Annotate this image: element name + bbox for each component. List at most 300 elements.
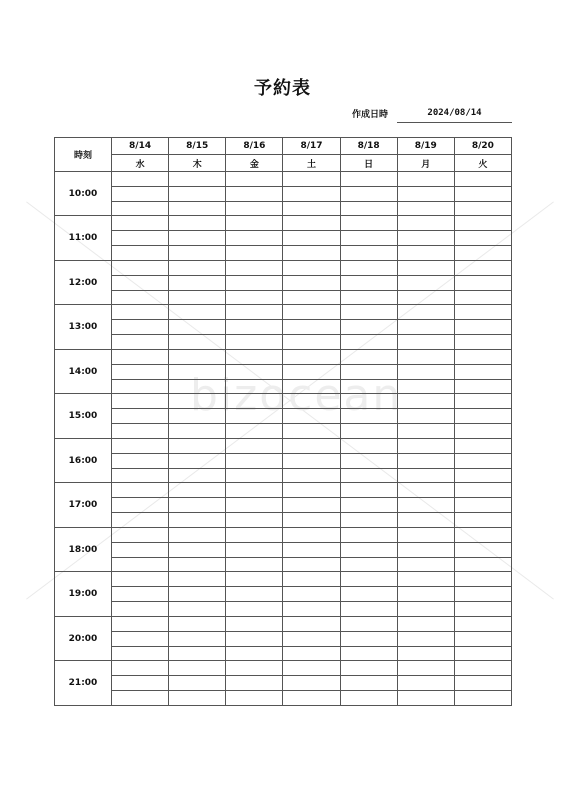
reservation-cell[interactable]	[397, 483, 454, 498]
date-header-6: 8/20	[454, 138, 511, 155]
table-row	[55, 468, 512, 483]
reservation-cell[interactable]	[283, 409, 340, 424]
reservation-cell[interactable]	[226, 186, 283, 201]
reservation-cell[interactable]	[226, 513, 283, 528]
reservation-table	[54, 137, 512, 706]
reservation-cell[interactable]	[112, 587, 169, 602]
reservation-cell[interactable]	[397, 498, 454, 513]
reservation-cell[interactable]	[112, 661, 169, 676]
reservation-cell[interactable]	[454, 587, 511, 602]
reservation-cell[interactable]	[112, 260, 169, 275]
reservation-cell[interactable]	[283, 275, 340, 290]
reservation-cell[interactable]	[454, 201, 511, 216]
reservation-cell[interactable]	[226, 335, 283, 350]
reservation-cell[interactable]	[397, 631, 454, 646]
reservation-cell[interactable]	[169, 246, 226, 261]
reservation-cell[interactable]	[397, 646, 454, 661]
reservation-cell[interactable]	[454, 513, 511, 528]
reservation-cell[interactable]	[340, 468, 397, 483]
reservation-cell[interactable]	[454, 349, 511, 364]
time-column-header: 時刻	[55, 138, 112, 172]
reservation-cell[interactable]	[397, 616, 454, 631]
reservation-cell[interactable]	[283, 602, 340, 617]
reservation-cell[interactable]	[169, 646, 226, 661]
reservation-cell[interactable]	[226, 483, 283, 498]
reservation-cell[interactable]	[397, 320, 454, 335]
reservation-cell[interactable]	[454, 646, 511, 661]
reservation-cell[interactable]	[283, 483, 340, 498]
reservation-cell[interactable]	[226, 676, 283, 691]
reservation-cell[interactable]	[169, 186, 226, 201]
reservation-cell[interactable]	[454, 320, 511, 335]
reservation-cell[interactable]	[397, 513, 454, 528]
reservation-cell[interactable]	[226, 260, 283, 275]
reservation-cell[interactable]	[226, 661, 283, 676]
date-header-1: 8/15	[169, 138, 226, 155]
reservation-cell[interactable]	[454, 424, 511, 439]
reservation-cell[interactable]	[226, 631, 283, 646]
reservation-cell[interactable]	[169, 409, 226, 424]
reservation-cell[interactable]	[454, 572, 511, 587]
reservation-cell[interactable]	[169, 587, 226, 602]
reservation-cell[interactable]	[112, 676, 169, 691]
reservation-cell[interactable]	[454, 290, 511, 305]
reservation-cell[interactable]	[226, 572, 283, 587]
reservation-cell[interactable]	[112, 498, 169, 513]
reservation-cell[interactable]	[283, 631, 340, 646]
reservation-cell[interactable]	[454, 616, 511, 631]
reservation-cell[interactable]	[283, 335, 340, 350]
reservation-cell[interactable]	[283, 557, 340, 572]
table-row	[55, 453, 512, 468]
reservation-cell[interactable]	[454, 676, 511, 691]
reservation-cell[interactable]	[283, 587, 340, 602]
reservation-cell[interactable]	[340, 690, 397, 705]
reservation-cell[interactable]	[112, 468, 169, 483]
reservation-cell[interactable]	[226, 498, 283, 513]
reservation-cell[interactable]	[169, 260, 226, 275]
table-row	[55, 631, 512, 646]
time-label: 19:00	[55, 572, 112, 616]
date-header-3: 8/17	[283, 138, 340, 155]
reservation-cell[interactable]	[226, 305, 283, 320]
time-label: 20:00	[55, 616, 112, 660]
reservation-cell[interactable]	[112, 186, 169, 201]
reservation-cell[interactable]	[283, 468, 340, 483]
reservation-cell[interactable]	[226, 246, 283, 261]
reservation-cell[interactable]	[169, 424, 226, 439]
reservation-cell[interactable]	[226, 424, 283, 439]
table-row	[55, 349, 512, 364]
table-row	[55, 409, 512, 424]
reservation-cell[interactable]	[397, 690, 454, 705]
date-header-5: 8/19	[397, 138, 454, 155]
table-row	[55, 290, 512, 305]
page-title: 予約表	[254, 78, 311, 99]
reservation-cell[interactable]	[397, 557, 454, 572]
reservation-cell[interactable]	[454, 231, 511, 246]
reservation-cell[interactable]	[112, 527, 169, 542]
reservation-cell[interactable]	[226, 646, 283, 661]
table-row	[55, 260, 512, 275]
reservation-cell[interactable]	[397, 260, 454, 275]
reservation-cell[interactable]	[340, 349, 397, 364]
reservation-cell[interactable]	[454, 438, 511, 453]
reservation-cell[interactable]	[397, 201, 454, 216]
reservation-cell[interactable]	[169, 676, 226, 691]
reservation-cell[interactable]	[397, 186, 454, 201]
reservation-cell[interactable]	[112, 631, 169, 646]
reservation-cell[interactable]	[397, 305, 454, 320]
reservation-cell[interactable]	[283, 305, 340, 320]
reservation-cell[interactable]	[226, 394, 283, 409]
reservation-cell[interactable]	[283, 690, 340, 705]
reservation-cell[interactable]	[340, 172, 397, 187]
reservation-cell[interactable]	[397, 572, 454, 587]
reservation-cell[interactable]	[340, 201, 397, 216]
reservation-cell[interactable]	[112, 379, 169, 394]
reservation-cell[interactable]	[397, 453, 454, 468]
reservation-cell[interactable]	[340, 527, 397, 542]
reservation-cell[interactable]	[169, 616, 226, 631]
reservation-cell[interactable]	[340, 631, 397, 646]
reservation-cell[interactable]	[169, 231, 226, 246]
reservation-cell[interactable]	[454, 275, 511, 290]
reservation-cell[interactable]	[283, 320, 340, 335]
reservation-cell[interactable]	[340, 557, 397, 572]
reservation-cell[interactable]	[226, 453, 283, 468]
reservation-cell[interactable]	[283, 542, 340, 557]
date-header-2: 8/16	[226, 138, 283, 155]
reservation-cell[interactable]	[340, 513, 397, 528]
reservation-cell[interactable]	[112, 320, 169, 335]
reservation-cell[interactable]	[397, 172, 454, 187]
reservation-cell[interactable]	[169, 275, 226, 290]
reservation-cell[interactable]	[169, 305, 226, 320]
reservation-cell[interactable]	[226, 349, 283, 364]
reservation-cell[interactable]	[112, 453, 169, 468]
reservation-cell[interactable]	[283, 527, 340, 542]
table-row	[55, 527, 512, 542]
reservation-cell[interactable]	[340, 676, 397, 691]
table-row	[55, 246, 512, 261]
reservation-cell[interactable]	[283, 438, 340, 453]
reservation-cell[interactable]	[454, 557, 511, 572]
reservation-cell[interactable]	[226, 587, 283, 602]
reservation-cell[interactable]	[340, 394, 397, 409]
reservation-cell[interactable]	[397, 275, 454, 290]
table-row	[55, 513, 512, 528]
reservation-cell[interactable]	[226, 364, 283, 379]
reservation-cell[interactable]	[112, 172, 169, 187]
reservation-cell[interactable]	[454, 216, 511, 231]
reservation-cell[interactable]	[397, 438, 454, 453]
reservation-cell[interactable]	[397, 379, 454, 394]
reservation-cell[interactable]	[226, 438, 283, 453]
reservation-cell[interactable]	[169, 527, 226, 542]
created-date-label: 作成日時	[352, 110, 389, 120]
reservation-cell[interactable]	[283, 231, 340, 246]
reservation-cell[interactable]	[169, 453, 226, 468]
reservation-cell[interactable]	[226, 616, 283, 631]
reservation-cell[interactable]	[226, 172, 283, 187]
reservation-cell[interactable]	[226, 409, 283, 424]
reservation-cell[interactable]	[226, 275, 283, 290]
date-header-0: 8/14	[112, 138, 169, 155]
time-label: 15:00	[55, 394, 112, 438]
reservation-cell[interactable]	[283, 498, 340, 513]
reservation-cell[interactable]	[169, 468, 226, 483]
reservation-cell[interactable]	[283, 290, 340, 305]
reservation-cell[interactable]	[112, 201, 169, 216]
reservation-cell[interactable]	[283, 260, 340, 275]
reservation-cell[interactable]	[169, 557, 226, 572]
reservation-cell[interactable]	[283, 364, 340, 379]
time-label: 16:00	[55, 438, 112, 482]
reservation-cell[interactable]	[340, 661, 397, 676]
reservation-cell[interactable]	[112, 513, 169, 528]
reservation-cell[interactable]	[169, 498, 226, 513]
reservation-cell[interactable]	[169, 290, 226, 305]
reservation-cell[interactable]	[112, 409, 169, 424]
table-row	[55, 275, 512, 290]
time-label: 18:00	[55, 527, 112, 571]
table-row	[55, 542, 512, 557]
reservation-cell[interactable]	[340, 305, 397, 320]
reservation-cell[interactable]	[283, 424, 340, 439]
reservation-cell[interactable]	[226, 231, 283, 246]
reservation-cell[interactable]	[283, 172, 340, 187]
time-label: 17:00	[55, 483, 112, 527]
table-row	[55, 676, 512, 691]
reservation-cell[interactable]	[283, 379, 340, 394]
reservation-cell[interactable]	[454, 246, 511, 261]
reservation-cell[interactable]	[397, 364, 454, 379]
reservation-cell[interactable]	[340, 542, 397, 557]
reservation-cell[interactable]	[397, 246, 454, 261]
reservation-cell[interactable]	[283, 572, 340, 587]
reservation-cell[interactable]	[112, 305, 169, 320]
reservation-cell[interactable]	[169, 690, 226, 705]
reservation-cell[interactable]	[454, 631, 511, 646]
reservation-cell[interactable]	[169, 394, 226, 409]
reservation-cell[interactable]	[112, 483, 169, 498]
reservation-cell[interactable]	[169, 320, 226, 335]
reservation-cell[interactable]	[112, 616, 169, 631]
reservation-cell[interactable]	[226, 527, 283, 542]
reservation-cell[interactable]	[454, 498, 511, 513]
table-row	[55, 379, 512, 394]
table-row	[55, 231, 512, 246]
reservation-cell[interactable]	[112, 394, 169, 409]
table-row	[55, 557, 512, 572]
reservation-cell[interactable]	[112, 349, 169, 364]
reservation-cell[interactable]	[283, 186, 340, 201]
reservation-cell[interactable]	[340, 498, 397, 513]
reservation-cell[interactable]	[340, 246, 397, 261]
reservation-cell[interactable]	[397, 676, 454, 691]
reservation-cell[interactable]	[340, 320, 397, 335]
reservation-cell[interactable]	[169, 631, 226, 646]
table-row	[55, 424, 512, 439]
reservation-cell[interactable]	[112, 246, 169, 261]
reservation-cell[interactable]	[397, 394, 454, 409]
table-row	[55, 201, 512, 216]
reservation-cell[interactable]	[283, 216, 340, 231]
reservation-cell[interactable]	[397, 231, 454, 246]
reservation-cell[interactable]	[397, 602, 454, 617]
reservation-cell[interactable]	[397, 349, 454, 364]
reservation-cell[interactable]	[454, 172, 511, 187]
reservation-cell[interactable]	[283, 453, 340, 468]
reservation-cell[interactable]	[112, 424, 169, 439]
reservation-cell[interactable]	[226, 379, 283, 394]
reservation-cell[interactable]	[454, 483, 511, 498]
reservation-cell[interactable]	[397, 527, 454, 542]
reservation-cell[interactable]	[340, 216, 397, 231]
time-label: 10:00	[55, 172, 112, 216]
reservation-cell[interactable]	[169, 335, 226, 350]
reservation-cell[interactable]	[226, 542, 283, 557]
reservation-cell[interactable]	[397, 587, 454, 602]
reservation-cell[interactable]	[454, 453, 511, 468]
reservation-cell[interactable]	[340, 186, 397, 201]
reservation-cell[interactable]	[169, 483, 226, 498]
reservation-cell[interactable]	[454, 542, 511, 557]
reservation-cell[interactable]	[340, 424, 397, 439]
reservation-cell[interactable]	[112, 231, 169, 246]
table-row	[55, 587, 512, 602]
reservation-cell[interactable]	[169, 349, 226, 364]
reservation-cell[interactable]	[397, 290, 454, 305]
reservation-cell[interactable]	[340, 290, 397, 305]
reservation-cell[interactable]	[454, 394, 511, 409]
reservation-cell[interactable]	[397, 216, 454, 231]
time-label: 11:00	[55, 216, 112, 260]
reservation-cell[interactable]	[112, 572, 169, 587]
reservation-cell[interactable]	[454, 527, 511, 542]
reservation-cell[interactable]	[112, 275, 169, 290]
reservation-cell[interactable]	[283, 676, 340, 691]
table-row	[55, 616, 512, 631]
reservation-cell[interactable]	[454, 602, 511, 617]
table-row	[55, 646, 512, 661]
reservation-cell[interactable]	[340, 231, 397, 246]
reservation-cell[interactable]	[340, 260, 397, 275]
reservation-cell[interactable]	[226, 290, 283, 305]
reservation-cell[interactable]	[169, 513, 226, 528]
reservation-cell[interactable]	[397, 335, 454, 350]
reservation-cell[interactable]	[112, 364, 169, 379]
reservation-cell[interactable]	[340, 646, 397, 661]
reservation-cell[interactable]	[340, 275, 397, 290]
reservation-cell[interactable]	[454, 468, 511, 483]
reservation-cell[interactable]	[226, 602, 283, 617]
reservation-cell[interactable]	[112, 602, 169, 617]
reservation-cell[interactable]	[169, 438, 226, 453]
reservation-cell[interactable]	[454, 335, 511, 350]
weekday-header-0: 水	[112, 155, 169, 172]
reservation-cell[interactable]	[454, 186, 511, 201]
reservation-cell[interactable]	[454, 409, 511, 424]
weekday-header-4: 日	[340, 155, 397, 172]
reservation-cell[interactable]	[340, 335, 397, 350]
reservation-cell[interactable]	[112, 290, 169, 305]
reservation-cell[interactable]	[169, 216, 226, 231]
reservation-cell[interactable]	[340, 616, 397, 631]
reservation-cell[interactable]	[112, 335, 169, 350]
reservation-cell[interactable]	[283, 661, 340, 676]
reservation-cell[interactable]	[397, 661, 454, 676]
reservation-cell[interactable]	[283, 201, 340, 216]
reservation-cell[interactable]	[112, 690, 169, 705]
reservation-cell[interactable]	[340, 602, 397, 617]
reservation-cell[interactable]	[112, 557, 169, 572]
reservation-cell[interactable]	[169, 542, 226, 557]
reservation-cell[interactable]	[283, 394, 340, 409]
reservation-cell[interactable]	[283, 616, 340, 631]
table-row	[55, 602, 512, 617]
time-label: 21:00	[55, 661, 112, 706]
reservation-cell[interactable]	[226, 557, 283, 572]
reservation-cell[interactable]	[340, 379, 397, 394]
reservation-cell[interactable]	[454, 690, 511, 705]
table-row	[55, 335, 512, 350]
reservation-cell[interactable]	[226, 201, 283, 216]
reservation-cell[interactable]	[397, 542, 454, 557]
reservation-cell[interactable]	[112, 438, 169, 453]
reservation-cell[interactable]	[340, 572, 397, 587]
reservation-cell[interactable]	[340, 453, 397, 468]
weekday-header-1: 木	[169, 155, 226, 172]
reservation-cell[interactable]	[112, 216, 169, 231]
reservation-cell[interactable]	[169, 572, 226, 587]
table-row	[55, 394, 512, 409]
reservation-cell[interactable]	[454, 305, 511, 320]
reservation-cell[interactable]	[340, 409, 397, 424]
reservation-cell[interactable]	[397, 468, 454, 483]
reservation-cell[interactable]	[283, 349, 340, 364]
reservation-cell[interactable]	[226, 468, 283, 483]
reservation-cell[interactable]	[283, 513, 340, 528]
reservation-cell[interactable]	[169, 201, 226, 216]
reservation-cell[interactable]	[340, 483, 397, 498]
reservation-cell[interactable]	[169, 172, 226, 187]
reservation-cell[interactable]	[397, 424, 454, 439]
reservation-cell[interactable]	[169, 364, 226, 379]
weekday-header-3: 土	[283, 155, 340, 172]
reservation-cell[interactable]	[112, 646, 169, 661]
reservation-cell[interactable]	[112, 542, 169, 557]
reservation-cell[interactable]	[226, 690, 283, 705]
reservation-cell[interactable]	[340, 587, 397, 602]
reservation-cell[interactable]	[226, 320, 283, 335]
reservation-cell[interactable]	[454, 260, 511, 275]
reservation-cell[interactable]	[169, 379, 226, 394]
reservation-cell[interactable]	[283, 246, 340, 261]
reservation-cell[interactable]	[226, 216, 283, 231]
reservation-cell[interactable]	[169, 602, 226, 617]
watermark-logo: bizocean	[190, 370, 403, 421]
reservation-cell[interactable]	[283, 646, 340, 661]
reservation-cell[interactable]	[454, 364, 511, 379]
reservation-cell[interactable]	[454, 661, 511, 676]
reservation-cell[interactable]	[397, 409, 454, 424]
reservation-cell[interactable]	[340, 364, 397, 379]
reservation-cell[interactable]	[454, 379, 511, 394]
reservation-cell[interactable]	[340, 438, 397, 453]
reservation-cell[interactable]	[169, 661, 226, 676]
